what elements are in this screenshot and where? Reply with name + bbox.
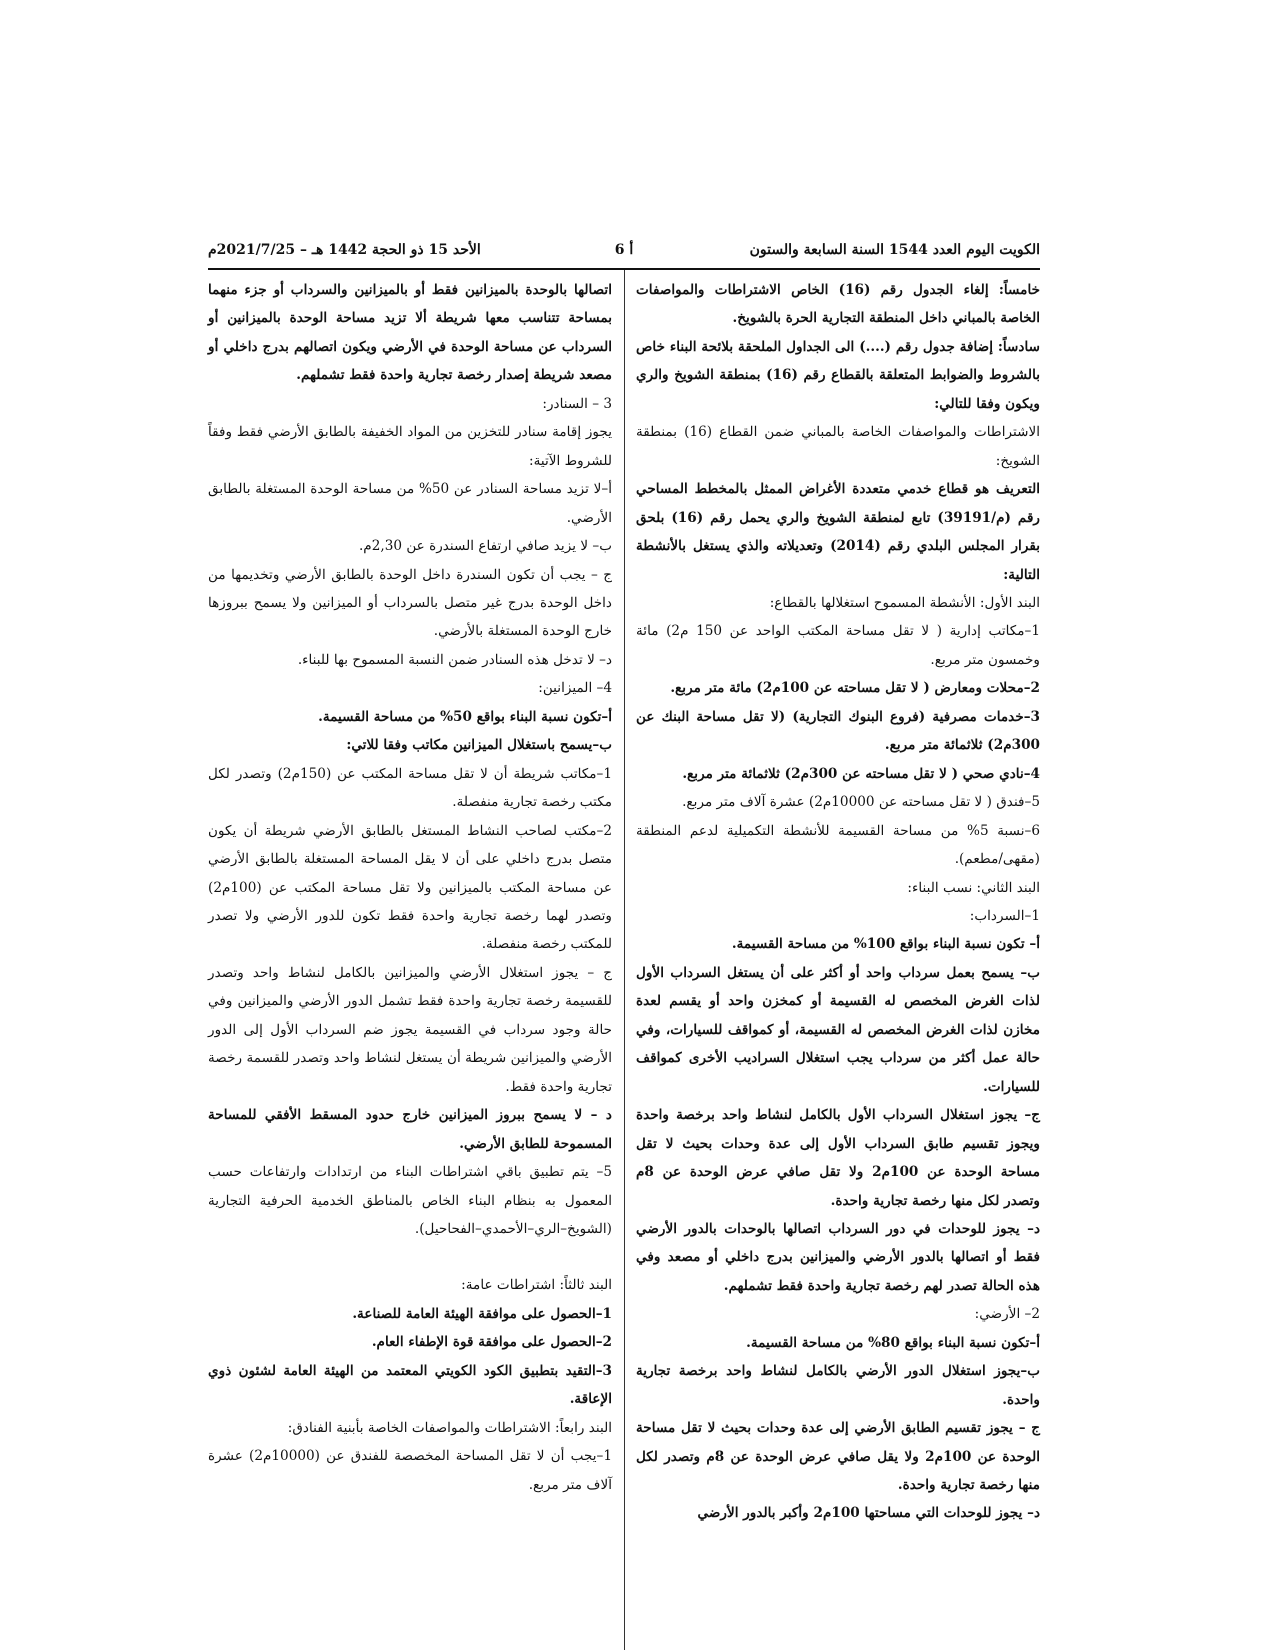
paragraph: د – لا يسمح ببروز الميزانين خارج حدود المسقط الأفقي للمساحة المسموحة للطابق الأرضي. xyxy=(208,1107,612,1152)
paragraph: أ–لا تزيد مساحة السنادر عن 50% من مساحة الوحدة المستغلة بالطابق الأرضي. xyxy=(208,481,612,526)
paragraph: 3 – السنادر: xyxy=(542,395,612,412)
right-column xyxy=(636,276,1040,1528)
paragraph: د– يجوز للوحدات التي مساحتها 100م2 وأكبر بالدور الأرضي xyxy=(697,1505,1040,1522)
paragraph: ب– يسمح بعمل سرداب واحد أو أكثر على أن يستغل السرداب الأول لذات الغرض المخصص له القسيمة أو كمخزن واحد أو يقسم لعدة مخازن لذات الغرض المخصص له القسيمة، أو كمواقف للسيارات، وفي حالة عمل أكثر من سرداب يجب استغلال السراديب الأخرى كمواقف للسيارات. xyxy=(636,964,1040,1095)
column-divider xyxy=(624,270,625,1650)
paragraph: الاشتراطات والمواصفات الخاصة بالمباني ضمن القطاع (16) بمنطقة الشويخ: xyxy=(636,424,1041,469)
paragraph: خامساً: إلغاء الجدول رقم (16) الخاص الاشتراطات والمواصفات الخاصة بالمباني داخل المنطقة التجارية الحرة بالشويخ. xyxy=(636,282,1040,327)
paragraph: 1–يجب أن لا تقل المساحة المخصصة للفندق عن (10000م2) عشرة آلاف متر مربع. xyxy=(208,1448,612,1493)
page-number: أ 6 xyxy=(614,242,634,258)
paragraph: أ– تكون نسبة البناء بواقع 100% من مساحة القسيمة. xyxy=(731,936,1040,953)
paragraph: 6–نسبة 5% من مساحة القسيمة للأنشطة التكميلية لدعم المنطقة (مقهى/مطعم). xyxy=(636,822,1040,868)
paragraph: 3–التقيد بتطبيق الكود الكويتي المعتمد من الهيئة العامة لشئون ذوي الإعاقة. xyxy=(208,1362,612,1408)
issue-date: الأحد 15 ذو الحجة 1442 هـ – 2021/7/25م xyxy=(208,242,481,258)
paragraph: 2– الأرضي: xyxy=(974,1306,1040,1323)
paragraph: البند ثالثاً: اشتراطات عامة: xyxy=(461,1277,612,1294)
paragraph: 4–نادي صحي ( لا تقل مساحته عن 300م2) ثلاثمائة متر مربع. xyxy=(682,765,1040,782)
paragraph: سادساً: إضافة جدول رقم (....) الى الجداول الملحقة بلائحة البناء خاص بالشروط والضوابط المتعلقة بالقطاع رقم (16) بمنطقة الشويخ والري ويكون وفقا للتالي: xyxy=(636,338,1040,412)
paragraph xyxy=(208,1243,612,1271)
paragraph: ج – يجوز استغلال الأرضي والميزانين بالكامل لنشاط واحد وتصدر للقسيمة رخصة تجارية واحدة فقط تشمل الدور الأرضي والميزانين وفي حالة وجود سرداب في القسيمة يجوز ضم السرداب الأول إلى الدور الأرضي والميزانين شريطة أن يستغل لنشاط واحد وتصدر للقسمة رخصة تجارية واحدة فقط. xyxy=(208,964,612,1095)
paragraph: ب–يسمح باستغلال الميزانين مكاتب وفقا للاتي: xyxy=(346,737,612,754)
paragraph: 5–فندق ( لا تقل مساحته عن 10000م2) عشرة آلاف متر مربع. xyxy=(682,794,1040,811)
paragraph: 2–محلات ومعارض ( لا تقل مساحته عن 100م2) مائة متر مربع. xyxy=(670,680,1040,697)
paragraph: 4– الميزانين: xyxy=(538,680,612,697)
paragraph: 1–الحصول على موافقة الهيئة العامة للصناعة. xyxy=(352,1305,612,1322)
paragraph: 1–مكاتب إدارية ( لا تقل مساحة المكتب الواحد عن 150 م2) مائة وخمسون متر مربع. xyxy=(636,623,1040,668)
paragraph: ج – يجب أن تكون السندرة داخل الوحدة بالطابق الأرضي وتخديمها من داخل الوحدة بدرج غير متصل بالسرداب أو الميزانين ولا يسمح ببروزها خارج الوحدة المستغلة بالأرضي. xyxy=(208,566,612,640)
paragraph: ج – يجوز تقسيم الطابق الأرضي إلى عدة وحدات بحيث لا تقل مساحة الوحدة عن 100م2 ولا يقل صافي عرض الوحدة عن 8م وتصدر لكل منها رخصة تجارية واحدة. xyxy=(636,1420,1040,1494)
paragraph: 2–الحصول على موافقة قوة الإطفاء العام. xyxy=(371,1334,612,1351)
newspaper-issue-info: الكويت اليوم العدد 1544 السنة السابعة والستون xyxy=(749,242,1040,258)
paragraph: البند الأول: الأنشطة المسموح استغلالها بالقطاع: xyxy=(769,594,1040,611)
paragraph: ج– يجوز استغلال السرداب الأول بالكامل لنشاط واحد برخصة واحدة ويجوز تقسيم طابق السرداب الأول إلى عدة وحدات بحيث لا تقل مساحة الوحدة عن 100م2 ولا تقل صافي عرض الوحدة عن 8م وتصدر لكل منها رخصة تجارية واحدة. xyxy=(636,1107,1040,1209)
paragraph: 2–مكتب لصاحب النشاط المستغل بالطابق الأرضي شريطة أن يكون متصل بدرج داخلي على أن لا يقل المساحة المستغلة بالطابق الأرضي عن مساحة المكتب بالميزانين ولا تقل مساحة المكتب عن (100م2) وتصدر لهما رخصة تجارية واحدة فقط تكون للدور الأرضي ولا تصدر للمكتب رخصة منفصلة. xyxy=(208,822,612,953)
paragraph: البند رابعاً: الاشتراطات والمواصفات الخاصة بأبنية الفنادق: xyxy=(287,1419,612,1436)
paragraph: ب– لا يزيد صافي ارتفاع السندرة عن 2,30م. xyxy=(358,538,612,555)
left-column xyxy=(208,276,612,1499)
paragraph: التعريف هو قطاع خدمي متعددة الأغراض الممثل بالمخطط المساحي رقم (م/39191) تابع لمنطقة الشويخ والري يحمل رقم (16) بلحق بقرار المجلس البلدي رقم (2014) وتعديلاته والذي يستغل بالأنشطة التالية: xyxy=(636,481,1041,583)
paragraph: 3–خدمات مصرفية (فروع البنوك التجارية) (لا تقل مساحة البنك عن 300م2) ثلاثمائة متر مربع. xyxy=(636,708,1040,754)
paragraph: البند الثاني: نسب البناء: xyxy=(907,879,1040,896)
paragraph: د– لا تدخل هذه السنادر ضمن النسبة المسموح بها للبناء. xyxy=(297,651,612,668)
paragraph: أ–تكون نسبة البناء بواقع 50% من مساحة القسيمة. xyxy=(318,708,612,725)
paragraph: اتصالها بالوحدة بالميزانين فقط أو بالميزانين والسرداب أو جزء منهما بمساحة تتناسب معها شريطة ألا تزيد مساحة الوحدة بالميزانين أو السرداب عن مساحة الوحدة في الأرضي ويكون اتصالهم بدرج داخلي أو مصعد شريطة إصدار رخصة تجارية واحدة فقط تشملهم. xyxy=(208,282,612,384)
paragraph: أ–تكون نسبة البناء بواقع 80% من مساحة القسيمة. xyxy=(746,1334,1040,1351)
paragraph: د– يجوز للوحدات في دور السرداب اتصالها بالوحدات بالدور الأرضي فقط أو اتصالها بالدور الأرضي والميزانين بدرج داخلي أو مصعد وفي هذه الحالة تصدر لهم رخصة تجارية واحدة فقط تشملهم. xyxy=(636,1220,1040,1294)
paragraph: 1–مكاتب شريطة أن لا تقل مساحة المكتب عن (150م2) وتصدر لكل مكتب رخصة تجارية منفصلة. xyxy=(208,765,613,811)
paragraph: يجوز إقامة سنادر للتخزين من المواد الخفيفة بالطابق الأرضي فقط وفقاً للشروط الآتية: xyxy=(208,424,612,469)
paragraph: 5– يتم تطبيق باقي اشتراطات البناء من ارتدادات وارتفاعات حسب المعمول به بنظام البناء الخاص بالمناطق الخدمية الحرفية التجارية (الشويخ–الري–الأحمدي–الفحاحيل). xyxy=(208,1164,612,1237)
paragraph: 1–السرداب: xyxy=(969,907,1040,924)
page-header xyxy=(208,242,1040,268)
paragraph: ب–يجوز استغلال الدور الأرضي بالكامل لنشاط واحد برخصة تجارية واحدة. xyxy=(636,1363,1040,1408)
